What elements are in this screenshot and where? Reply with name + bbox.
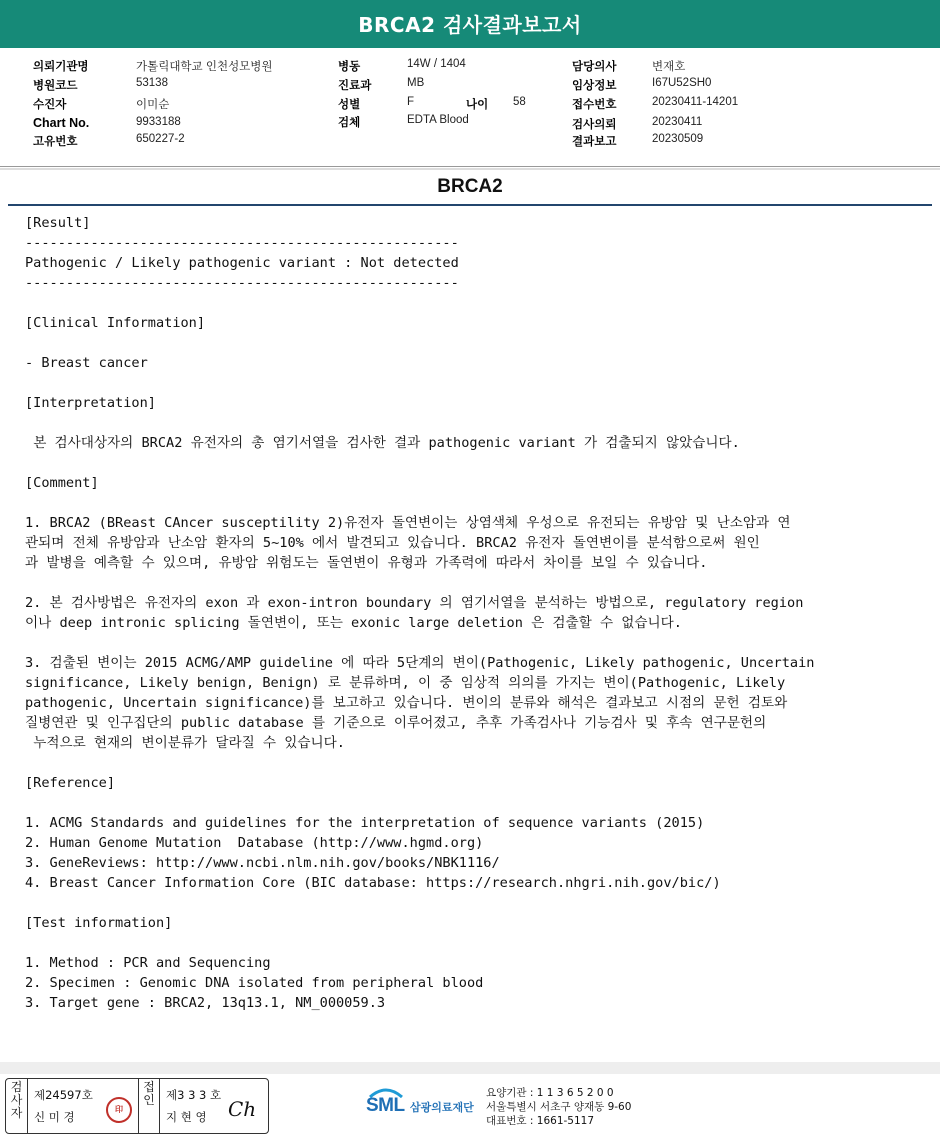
hospital-name-label: 의뢰기관명 xyxy=(33,59,89,73)
sex-value: F xyxy=(407,96,415,108)
logo-company-name: 삼광의료재단 xyxy=(410,1101,474,1114)
hospital-name-value: 가톨릭대학교 인천성모병원 xyxy=(136,61,273,73)
header-divider-shadow xyxy=(0,168,940,170)
chart-no-value: 9933188 xyxy=(136,116,181,128)
patient-info-header xyxy=(0,50,940,166)
report-date-value: 20230509 xyxy=(652,133,704,145)
approver-license-no: 제3 3 3 호 xyxy=(166,1088,222,1102)
clinical-info-value: I67U52SH0 xyxy=(652,77,712,89)
approver-name: 지 현 영 xyxy=(166,1110,207,1124)
gene-title-underline xyxy=(8,204,932,206)
hospital-code-value: 53138 xyxy=(136,77,168,89)
accession-no-label: 접수번호 xyxy=(572,97,617,111)
specimen-value: EDTA Blood xyxy=(407,114,469,126)
specimen-label: 검체 xyxy=(338,115,361,129)
report-body: [Result] ----------------------------------------------------- Pathogenic / Likely pathogenic variant : Not detected ----------------------------------------------------- [Clinical Information] - Breast cancer [Interpretation] 본 검사대상자의 BRCA2 유전자의 총 염기서열을 검사한 결과 pathogenic variant 가 검출되지 않았습니다. [Comment] 1. BRCA2 (BReast CAncer susceptility 2)유전자 돌연변이는 상염색체 우성으로 유전되는 유방암 및 난소암과 연 관되며 전체 유방암과 난소암 환자의 5~10% 에서 발견되고 있습니다. BRCA2 유전자 돌연변이를 분석함으로써 원인 과 발병을 예측할 수 있으며, 유방암 위험도는 돌연변이 유형과 가족력에 따라서 차이를 보일 수 있습니다. 2. 본 검사방법은 유전자의 exon 과 exon-intron boundary 의 염기서열을 분석하는 방법으로, regulatory region 이나 deep intronic splicing 돌연변이, 또는 exonic large deletion 은 검출할 수 없습니다. 3. 검출된 변이는 2015 ACMG/AMP guideline 에 따라 5단계의 변이(Pathogenic, Likely pathogenic, Uncertain significance, Likely benign, Benign) 로 분류하며, 이 중 임상적 의의를 가지는 변이(Pathogenic, Likely pathogenic, Uncertain significance)를 보고하고 있습니다. 변이의 분류와 해석은 결과보고 시점의 문헌 검토와 질병연관 및 인구집단의 public database 를 기준으로 이루어졌고, 추후 가족검사나 기능검사 및 후속 연구문헌의 누적으로 현재의 변이분류가 달라질 수 있습니다. [Reference] 1. ACMG Standards and guidelines for the interpretation of sequence variants (2015) 2. Human Genome Mutation Database (http://www.hgmd.org) 3. GeneReviews: http://www.ncbi.nlm.nih.gov/books/NBK1116/ 4. Breast Cancer Information Core (BIC database: https://research.nhgri.nih.gov/bic/) [Test information] 1. Method : PCR and Sequencing 2. Specimen : Genomic DNA isolated from peripheral blood 3. Target gene : BRCA2, 13q13.1, NM_000059.3 xyxy=(25,215,815,1011)
unique-id-label: 고유번호 xyxy=(33,134,78,148)
request-date-value: 20230411 xyxy=(652,116,703,128)
doctor-label: 담당의사 xyxy=(572,59,617,73)
ward-value: 14W / 1404 xyxy=(407,58,466,70)
sml-logo xyxy=(366,1085,486,1125)
department-label: 진료과 xyxy=(338,78,372,92)
department-value: MB xyxy=(407,77,425,89)
chart-no-label: Chart No. xyxy=(33,116,90,130)
approver-signature: Ch xyxy=(228,1097,257,1121)
institute-address: 서울특별시 서초구 양재동 9-60 xyxy=(486,1101,632,1113)
doctor-value: 변재호 xyxy=(652,61,686,73)
report-date-label: 결과보고 xyxy=(572,134,617,148)
institute-info xyxy=(486,1086,631,1128)
ward-label: 병동 xyxy=(338,59,361,73)
patient-name-label: 수진자 xyxy=(33,97,67,111)
examiner-seal-icon: 印 xyxy=(106,1097,132,1123)
footer-band xyxy=(0,1062,940,1074)
clinical-info-label: 임상정보 xyxy=(572,78,617,92)
patient-name-value: 이미순 xyxy=(136,99,170,111)
accession-no-value: 20230411-14201 xyxy=(652,96,739,108)
examiner-name: 신 미 경 xyxy=(34,1110,75,1124)
unique-id-value: 650227-2 xyxy=(136,133,185,145)
signature-stamp-box xyxy=(5,1078,269,1134)
request-date-label: 검사의뢰 xyxy=(572,117,617,131)
hospital-code-label: 병원코드 xyxy=(33,78,78,92)
header-divider xyxy=(0,166,940,167)
institute-phone: 대표번호 : 1661-5117 xyxy=(486,1115,595,1127)
examiner-vertical-label: 검 사 자 xyxy=(6,1079,28,1133)
gene-title: BRCA2 xyxy=(437,176,503,197)
approver-vertical-label: 접 인 xyxy=(138,1079,160,1133)
report-title-banner: BRCA2 검사결과보고서 xyxy=(0,0,940,48)
institute-code: 요양기관 : 1 1 3 6 5 2 0 0 xyxy=(486,1087,614,1099)
sex-label: 성별 xyxy=(338,97,361,111)
age-label: 나이 xyxy=(466,97,489,111)
age-value: 58 xyxy=(513,96,526,108)
logo-sml-text: SML xyxy=(366,1095,405,1116)
examiner-license-no: 제24597호 xyxy=(34,1088,93,1102)
